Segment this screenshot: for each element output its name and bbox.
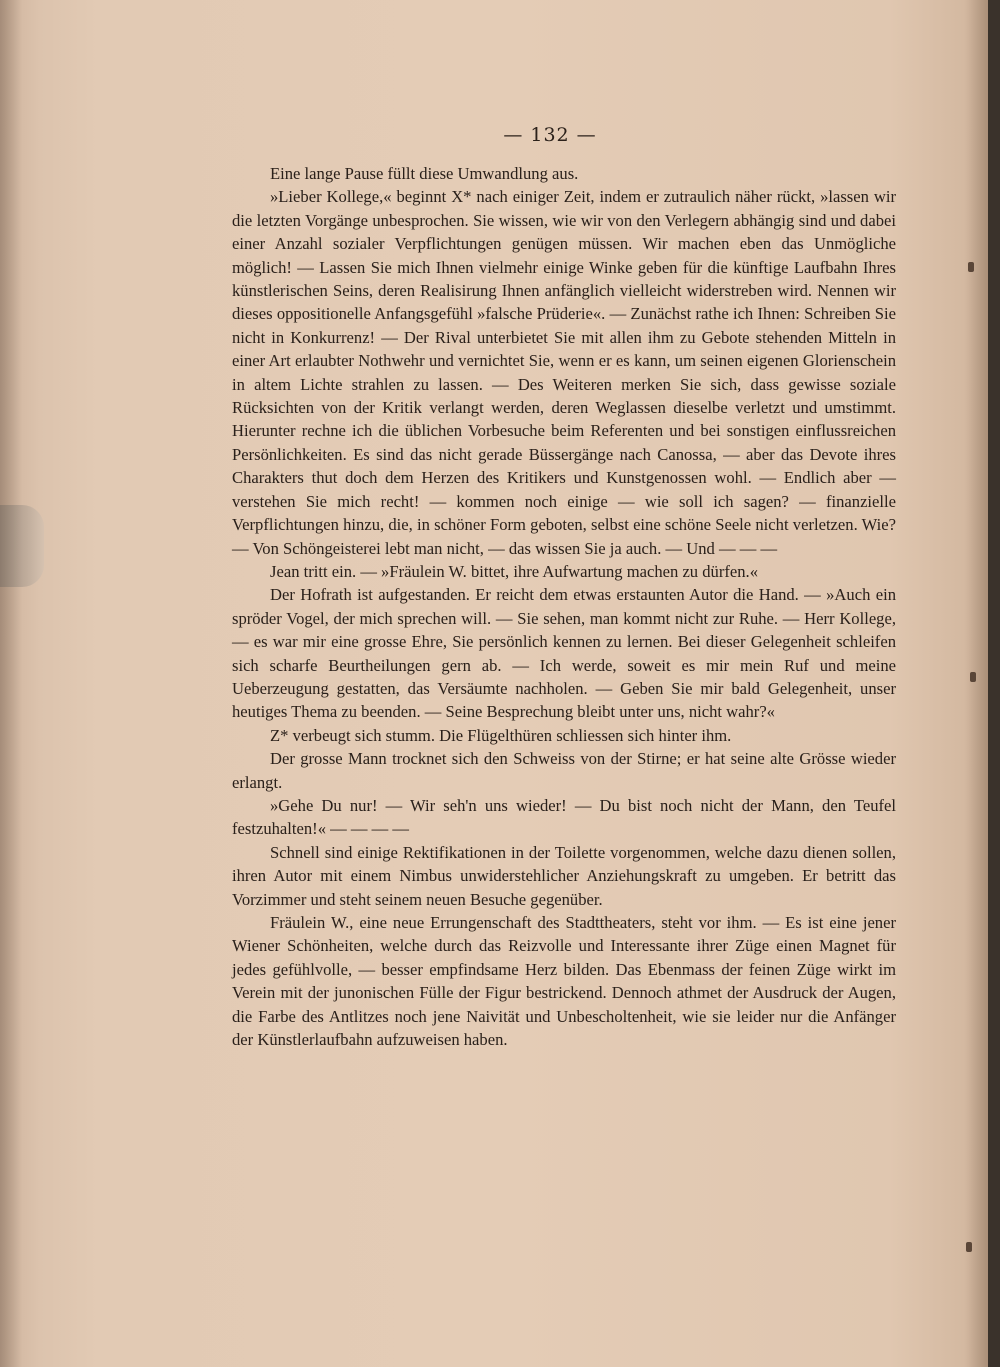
paragraph: Der Hofrath ist aufgestanden. Er reicht dem etwas erstaunten Autor die Hand. — »Auch ein spröder Vogel, der mich sprechen will. — Sie sehen, man kommt nicht zur Ruhe. — Herr Kollege, — es war mir eine grosse Ehre, Sie persönlich kennen zu lernen. Bei dieser Gelegenheit schleifen sich scharfe Beurtheilungen gern ab. — Ich werde, soweit es mir mein Ruf und meine Ueberzeugung gestatten, das Versäumte nachholen. — Geben Sie mir bald Gelegenheit, unser heutiges Thema zu beenden. — Seine Besprechung bleibt unter uns, nicht wahr?«	[232, 585, 896, 722]
paragraph: Fräulein W., eine neue Errungenschaft des Stadttheaters, steht vor ihm. — Es ist eine jener Wiener Schönheiten, welche durch das Reizvolle und Interessante ihrer Züge einen Magnet für jedes gefühlvolle, — besser empfindsame Herz bilden. Das Ebenmass der feinen Züge wirkt im Verein mit der junonischen Fülle der Figur bestrickend. Dennoch athmet der Ausdruck der Augen, die Farbe des Antlitzes noch jene Naivität und Unbescholtenheit, wie sie leider nur die Anfänger der Künstlerlaufbahn aufzuweisen haben.	[232, 913, 896, 1050]
spine-shadow	[0, 0, 22, 1367]
margin-mark	[968, 262, 974, 272]
paragraph: Z* verbeugt sich stumm. Die Flügelthüren schliessen sich hinter ihm.	[270, 725, 732, 745]
page-edge	[964, 0, 988, 1367]
paragraph: Jean tritt ein. — »Fräulein W. bittet, ihre Aufwartung machen zu dürfen.«	[270, 561, 759, 581]
margin-mark	[966, 1242, 972, 1252]
body-text	[232, 162, 896, 1051]
paragraph: Der grosse Mann trocknet sich den Schweiss von der Stirne; er hat seine alte Grösse wieder erlangt.	[232, 749, 896, 792]
bookmark-tab	[0, 505, 44, 587]
paragraph: Eine lange Pause füllt diese Umwandlung aus.	[270, 164, 579, 183]
paragraph: »Gehe Du nur! — Wir seh'n uns wieder! — Du bist noch nicht der Mann, den Teufel festzuhalten!« — — — —	[232, 795, 896, 839]
paragraph: »Lieber Kollege,« beginnt X* nach einiger Zeit, indem er zutraulich näher rückt, »lassen wir die letzten Vorgänge unbesprochen. Sie wissen, wie wir von den Verlegern abhängig sind und dabei einer Anzahl sozialer Verpflichtungen genügen müssen. Wir machen eben das Unmögliche möglich! — Lassen Sie mich Ihnen vielmehr einige Winke geben für die künftige Laufbahn Ihres künstlerischen Seins, deren Realisirung Ihnen anfänglich vielleicht widerstreben wird. Nennen wir dieses oppositionelle Anfangsgefühl »falsche Prüderie«. — Zunächst rathe ich Ihnen: Schreiben Sie nicht in Konkurrenz! — Der Rival unterbietet Sie mit allen ihm zu Gebote stehenden Mitteln in einer Art erlaubter Nothwehr und vernichtet Sie, wenn er es kann, um seinen eigenen Glorienschein in altem Lichte strahlen zu lassen. — Des Weiteren merken Sie sich, dass gewisse soziale Rücksichten von der Kritik verlangt werden, deren Weglassen dieselbe verletzt und umstimmt. Hierunter rechne ich die üblichen Vorbesuche beim Referenten und bei sonstigen einflussreichen Persönlichkeiten. Es sind das nicht gerade Büssergänge nach Canossa, — aber das Devote ihres Charakters thut doch dem Herzen des Kritikers und Kunstgenossen wohl. — Endlich aber — verstehen Sie mich recht! — kommen noch einige — wie soll ich sagen? — finanzielle Verpflichtungen hinzu, die, in schöner Form geboten, selbst eine schöne Seele nicht verletzen. Wie? — Von Schöngeisterei lebt man nicht, — das wissen Sie ja auch. — Und — — —	[232, 187, 896, 558]
margin-mark	[970, 672, 976, 682]
paragraph: Schnell sind einige Rektifikationen in der Toilette vorgenommen, welche dazu dienen sollen, ihren Autor mit einem Nimbus unwiderstehlicher Anziehungskraft zu umgeben. Er betritt das Vorzimmer und steht seinem neuen Besuche gegenüber.	[232, 842, 896, 909]
page-number: — 132 —	[503, 124, 597, 146]
